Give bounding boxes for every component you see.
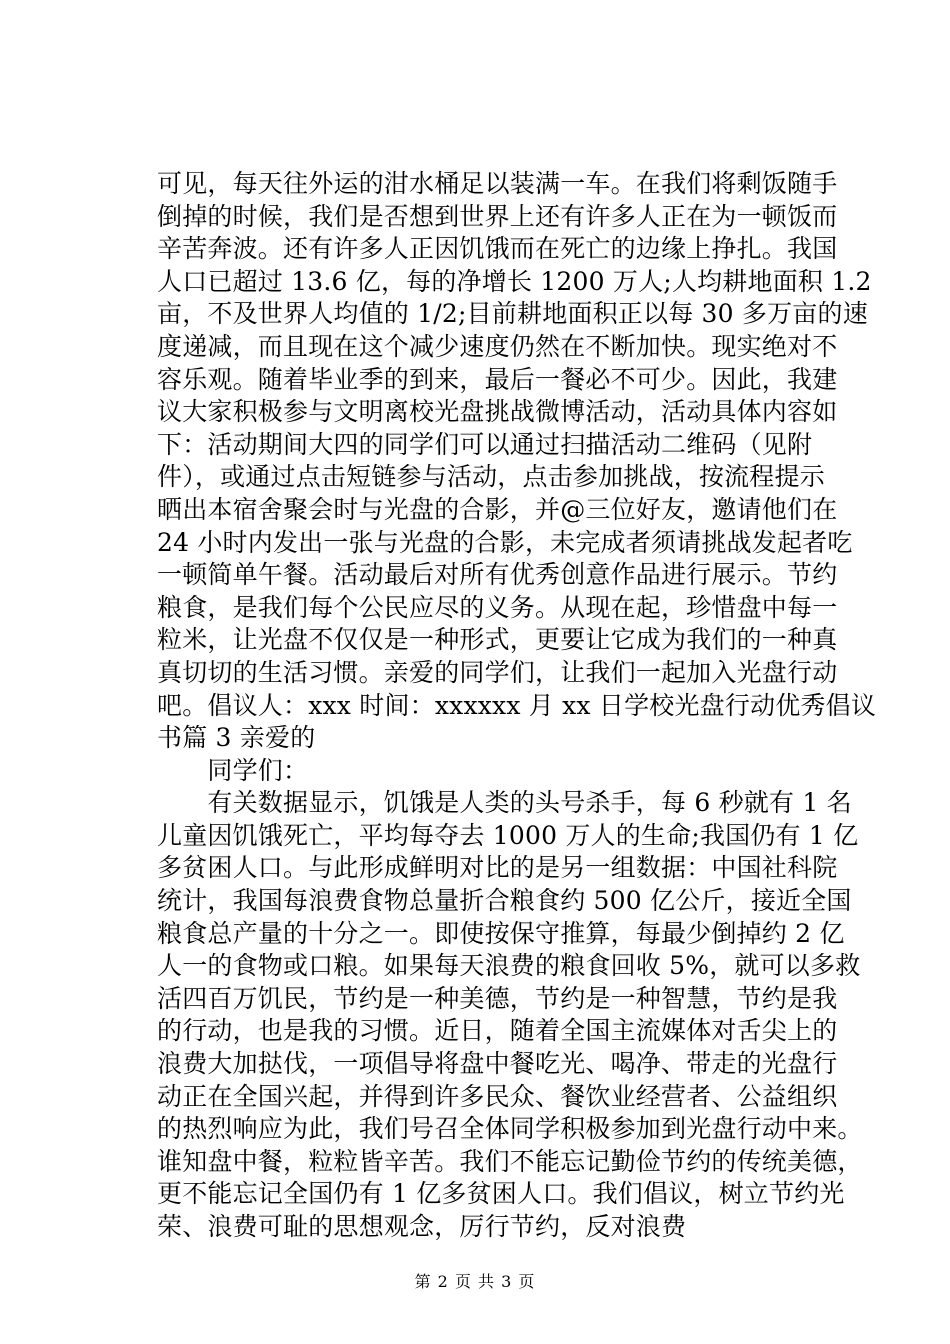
page-footer: 第 2 页 共 3 页 [414,1272,536,1291]
text-line: 粒米，让光盘不仅仅是一种形式，更要让它成为我们的一种真 [157,625,838,655]
text-line: 亩，不及世界人均值的 1/2;目前耕地面积正以每 30 多万亩的速 [157,299,868,329]
text-line: 统计，我国每浪费食物总量折合粮食约 500 亿公斤，接近全国 [157,886,852,916]
text-line: 辛苦奔波。还有许多人正因饥饿而在死亡的边缘上挣扎。我国 [157,234,838,264]
text-line: 更不能忘记全国仍有 1 亿多贫困人口。我们倡议，树立节约光 [157,1179,845,1209]
text-line: 下：活动期间大四的同学们可以通过扫描活动二维码（见附 [157,429,813,459]
text-line: 书篇 3 亲爱的 [157,723,316,753]
text-line: 的热烈响应为此，我们号召全体同学积极参加到光盘行动中来。 [157,1114,863,1144]
text-line: 真切切的生活习惯。亲爱的同学们，让我们一起加入光盘行动 [157,657,838,687]
text-line: 吧。倡议人：xxx 时间：xxxxxx 月 xx 日学校光盘行动优秀倡议 [157,690,877,720]
text-line: 倒掉的时候，我们是否想到世界上还有许多人正在为一顿饭而 [157,201,838,231]
text-line: 多贫困人口。与此形成鲜明对比的是另一组数据：中国社科院 [157,853,838,883]
text-line: 24 小时内发出一张与光盘的合影，未完成者须请挑战发起者吃 [157,527,853,557]
text-line: 可见，每天往外运的泔水桶足以装满一车。在我们将剩饭随手 [157,169,838,198]
salutation-line: 同学们： [157,755,309,785]
text-line: 一顿简单午餐。活动最后对所有优秀创意作品进行展示。节约 [157,560,838,590]
text-line: 件），或通过点击短链参与活动，点击参加挑战，按流程提示 [157,462,825,492]
text-line: 人一的食物或口粮。如果每天浪费的粮食回收 5%，就可以多救 [157,951,861,981]
text-line: 活四百万饥民，节约是一种美德，节约是一种智慧，节约是我 [157,983,838,1013]
text-line: 儿童因饥饿死亡，平均每夺去 1000 万人的生命;我国仍有 1 亿 [157,820,859,850]
text-line: 度递减，而且现在这个减少速度仍然在不断加快。现实绝对不 [157,331,838,361]
text-line: 浪费大加挞伐，一项倡导将盘中餐吃光、喝净、带走的光盘行 [157,1049,838,1079]
text-line: 粮食，是我们每个公民应尽的义务。从现在起，珍惜盘中每一 [157,592,838,622]
text-line: 谁知盘中餐，粒粒皆辛苦。我们不能忘记勤俭节约的传统美德， [157,1146,863,1176]
text-line: 容乐观。随着毕业季的到来，最后一餐必不可少。因此，我建 [157,364,838,394]
text-line: 荣、浪费可耻的思想观念，厉行节约，反对浪费 [157,1212,687,1241]
text-line: 议大家积极参与文明离校光盘挑战微博活动，活动具体内容如 [157,397,838,427]
text-line: 粮食总产量的十分之一。即使按保守推算，每最少倒掉约 2 亿 [157,918,845,948]
text-line: 的行动，也是我的习惯。近日，随着全国主流媒体对舌尖上的 [157,1016,838,1046]
text-line: 动正在全国兴起，并得到许多民众、餐饮业经营者、公益组织 [157,1081,838,1111]
document-body [157,168,877,1244]
text-line: 人口已超过 13.6 亿，每的净增长 1200 万人;人均耕地面积 1.2 [157,266,872,296]
paragraph-start-line: 有关数据显示，饥饿是人类的头号杀手，每 6 秒就有 1 名 [157,788,852,818]
text-line: 晒出本宿舍聚会时与光盘的合影，并@三位好友，邀请他们在 [157,494,838,524]
